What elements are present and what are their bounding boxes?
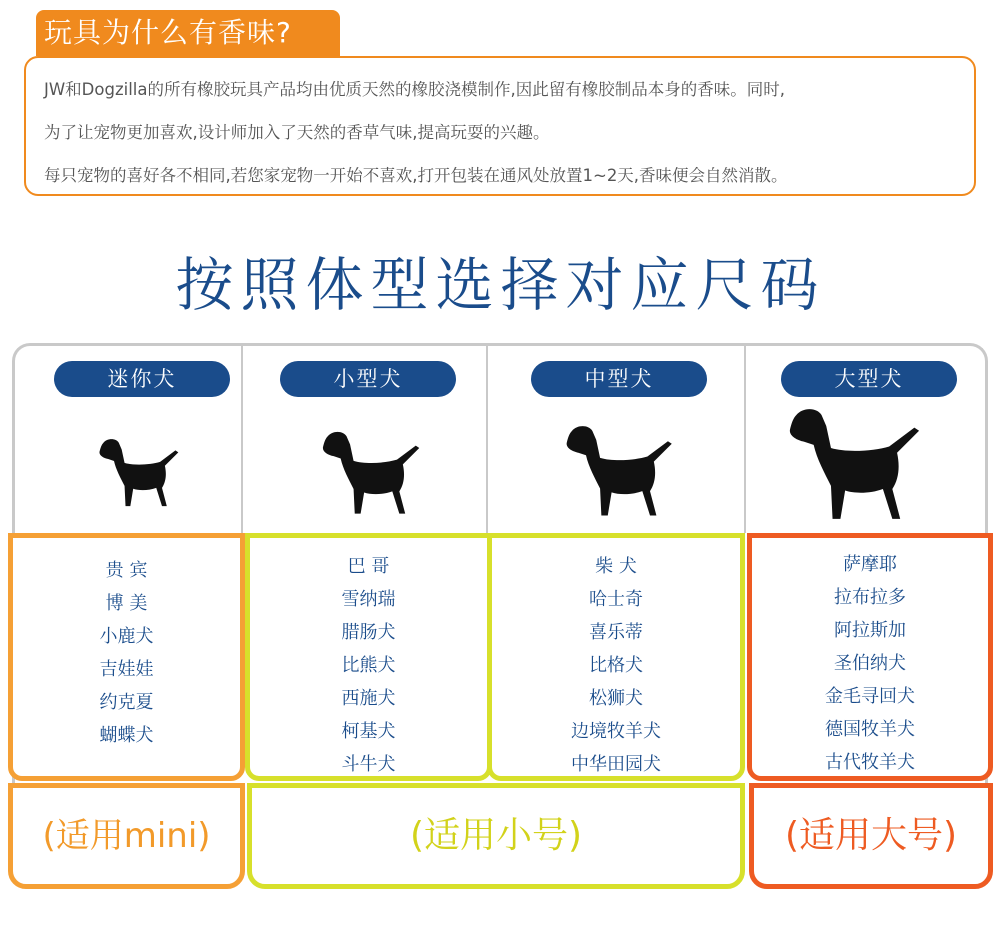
breed-item: 斗牛犬 [341, 754, 396, 775]
breed-item: 小鹿犬 [99, 626, 154, 647]
grid-divider [486, 343, 488, 533]
faq-box [24, 56, 976, 196]
breed-item: 金毛寻回犬 [825, 686, 915, 707]
breed-item: 哈士奇 [589, 589, 643, 610]
breed-item: 贵 宾 [105, 560, 148, 581]
grid-divider [744, 343, 746, 533]
breed-item: 喜乐蒂 [589, 622, 643, 643]
faq-title: 玩具为什么有香味? [36, 10, 340, 56]
faq-line: 为了让宠物更加喜欢,设计师加入了天然的香草气味,提高玩耍的兴趣。 [44, 123, 550, 142]
breed-list-large [752, 548, 988, 779]
breed-item: 博 美 [105, 593, 148, 614]
breed-item: 蝴蝶犬 [99, 725, 154, 746]
dog-silhouette-icon [316, 428, 424, 516]
breed-item: 中华田园犬 [571, 754, 661, 775]
breed-item: 古代牧羊犬 [825, 752, 915, 773]
breed-item: 萨摩耶 [843, 554, 897, 575]
breed-item: 德国牧羊犬 [825, 719, 915, 740]
breed-box-mini [8, 533, 245, 781]
category-large: 大型犬 [781, 361, 957, 397]
faq-line: 每只宠物的喜好各不相同,若您家宠物一开始不喜欢,打开包装在通风处放置1~2天,香味便会自然消散。 [44, 166, 788, 185]
breed-list-medium [492, 550, 740, 781]
fit-label-large: (适用大号) [749, 783, 993, 889]
breed-list-small [250, 550, 487, 781]
category-mini: 迷你犬 [54, 361, 230, 397]
breed-item: 西施犬 [341, 688, 396, 709]
fit-label-small: (适用小号) [247, 783, 745, 889]
breed-item: 吉娃娃 [99, 659, 154, 680]
breed-item: 巴 哥 [347, 556, 390, 577]
breed-item: 比熊犬 [341, 655, 396, 676]
breed-item: 圣伯纳犬 [834, 653, 906, 674]
breed-item: 柴 犬 [595, 556, 637, 577]
dog-silhouette-icon [556, 422, 680, 518]
breed-box-small [245, 533, 492, 781]
breed-item: 比格犬 [589, 655, 643, 676]
breed-item: 边境牧羊犬 [571, 721, 661, 742]
breed-item: 松狮犬 [589, 688, 643, 709]
dog-silhouette-icon [94, 436, 182, 508]
category-medium: 中型犬 [531, 361, 707, 397]
breed-box-medium [487, 533, 745, 781]
category-small: 小型犬 [280, 361, 456, 397]
breed-item: 阿拉斯加 [834, 620, 906, 641]
grid-divider [241, 343, 243, 533]
breed-item: 拉布拉多 [834, 587, 906, 608]
breed-item: 约克夏 [99, 692, 154, 713]
size-heading: 按照体型选择对应尺码 [175, 251, 826, 319]
breed-item: 腊肠犬 [341, 622, 396, 643]
breed-box-large [747, 533, 993, 781]
dog-silhouette-icon [778, 404, 928, 522]
breed-list-mini [13, 554, 240, 752]
breed-item: 雪纳瑞 [341, 589, 396, 610]
breed-item: 柯基犬 [341, 721, 396, 742]
fit-label-mini: (适用mini) [8, 783, 245, 889]
faq-line: JW和Dogzilla的所有橡胶玩具产品均由优质天然的橡胶浇模制作,因此留有橡胶制品本身的香味。同时, [44, 80, 785, 99]
